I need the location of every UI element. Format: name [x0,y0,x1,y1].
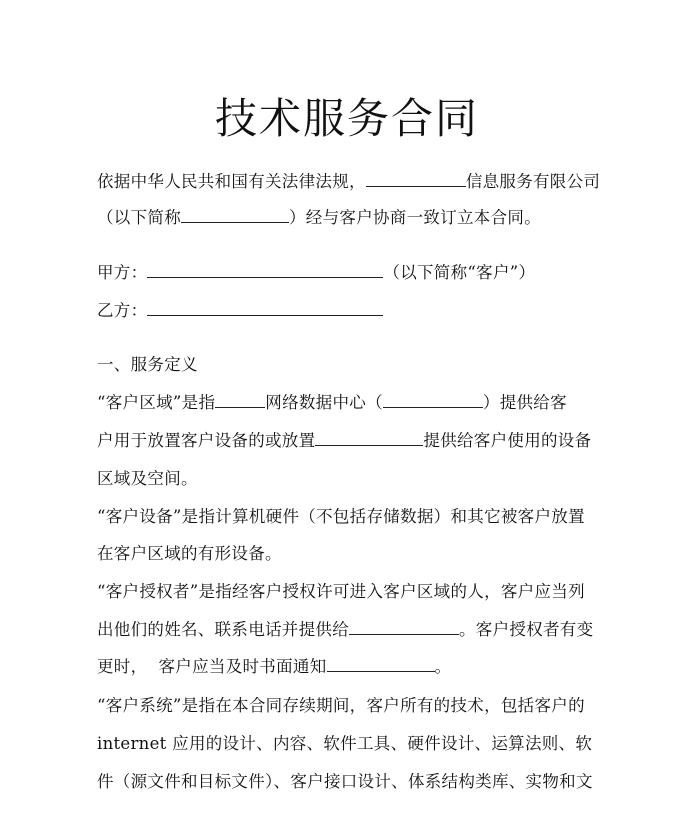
party-a-suffix: （以下简称“客户”） [383,263,536,282]
text-segment: 。 [434,657,452,676]
text-segment: “客户区域”是指 [97,393,216,412]
section-1-line-10: internet 应用的设计、内容、软件工具、硬件设计、运算法则、软 [97,734,593,753]
section-1-line-7 [97,619,612,641]
blank-field [315,431,423,446]
section-1-line-1 [97,392,612,414]
party-b-label: 乙方： [97,301,148,320]
section-1-heading: 一、服务定义 [97,355,198,374]
intro-line-1 [97,171,612,193]
intro-line-2 [97,207,612,229]
intro-text-2b: ）经与客户协商一致订立本合同。 [289,208,541,227]
intro-text-1a: 依据中华人民共和国有关法律法规， [97,172,366,191]
blank-field [327,657,435,672]
text-segment: 网络数据中心（ [265,393,383,412]
intro-text-2a: （以下简称 [97,208,181,227]
section-1-line-3: 区域及空间。 [97,469,198,488]
section-1-line-11: 件（源文件和目标文件）、客户接口设计、体系结构类库、实物和文 [97,772,593,791]
text-segment: 提供给客户使用的设备 [423,431,592,450]
party-a-blank [147,263,383,278]
party-a-label: 甲方： [97,263,148,282]
party-b-blank [147,301,383,316]
section-1-line-5: 在客户区域的有形设备。 [97,544,282,563]
intro-text-1b: 信息服务有限公司 [465,172,601,191]
section-1-line-6: “客户授权者”是指经客户授权许可进入客户区域的人，客户应当列 [97,582,585,601]
blank-field [383,393,483,408]
section-1-line-4: “客户设备”是指计算机硬件（不包括存储数据）和其它被客户放置 [97,507,585,526]
text-segment: 更时， 客户应当及时书面通知 [97,657,327,676]
party-b-line [97,300,612,322]
section-1-line-2 [97,430,612,452]
provider-name-blank [366,172,466,187]
section-1-line-8 [97,656,612,678]
text-segment: 出他们的姓名、联系电话并提供给 [97,620,349,639]
short-name-blank [181,208,289,223]
blank-field [349,620,459,635]
section-1-line-9: “客户系统”是指在本合同存续期间，客户所有的技术，包括客户的 [97,696,585,715]
party-a-line [97,262,612,284]
text-segment: 户用于放置客户设备的或放置 [97,431,316,450]
text-segment: ）提供给客 [482,393,567,412]
document-title: 技术服务合同 [214,94,479,143]
text-segment: 。客户授权者有变 [459,620,594,639]
blank-field [215,393,265,408]
